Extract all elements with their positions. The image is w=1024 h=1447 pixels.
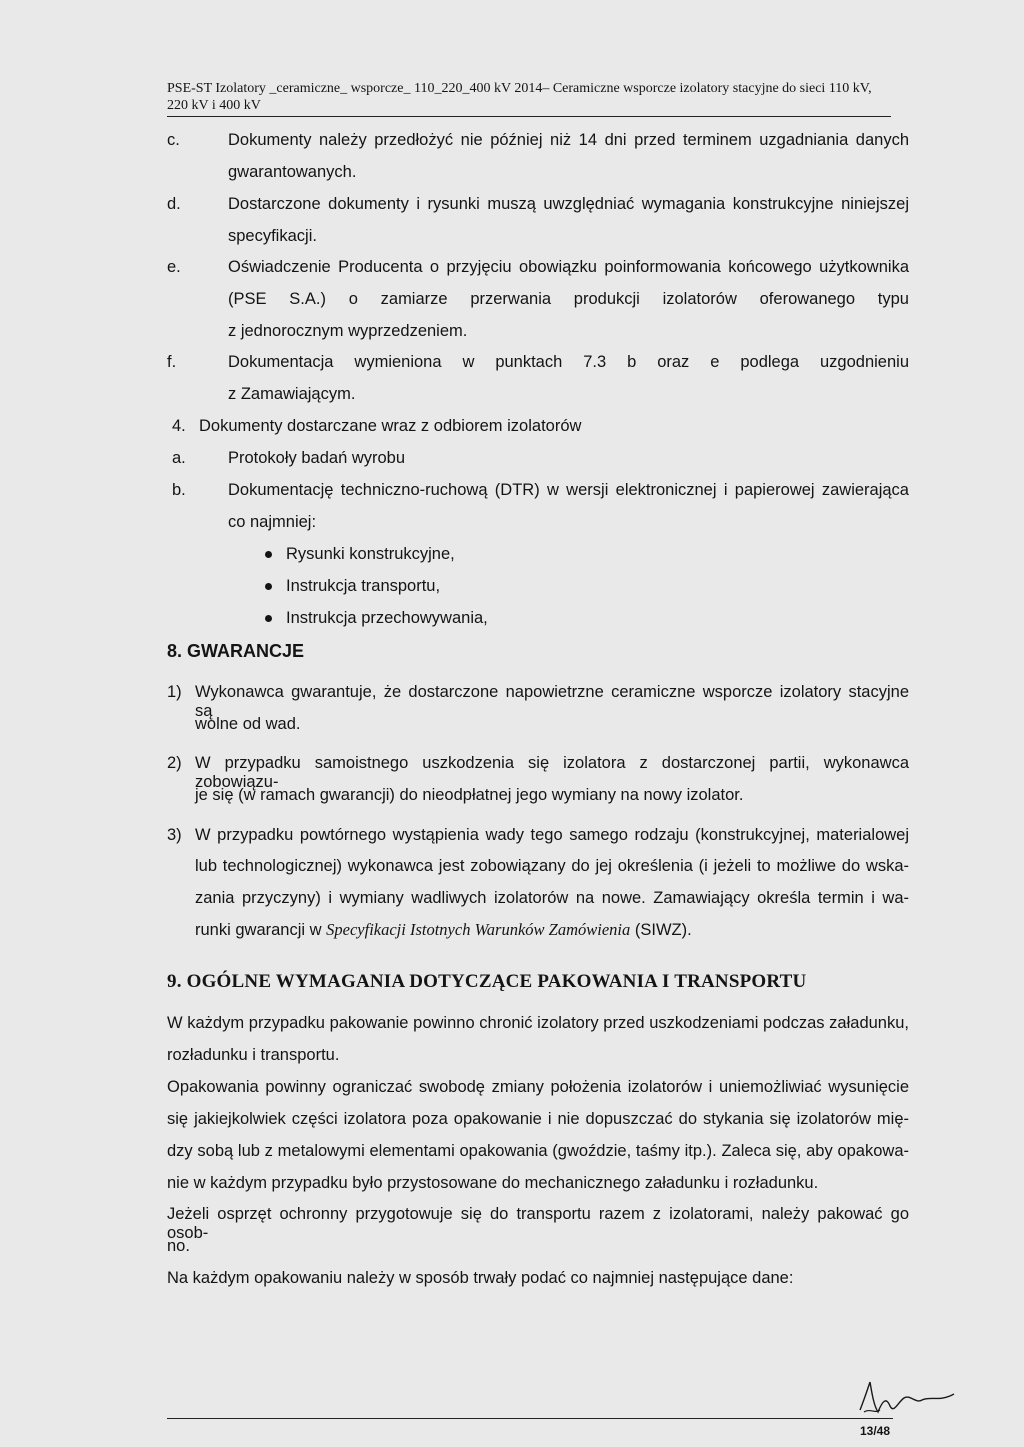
item-4b-line-2: co najmniej:: [228, 513, 317, 531]
para-8-2-label: 2): [167, 754, 182, 772]
item-d-label: d.: [167, 195, 181, 213]
para-8-1-label: 1): [167, 683, 182, 701]
item-d-line-1: Dostarczone dokumenty i rysunki muszą uwzględniać wymagania konstrukcyjne niniejszej: [228, 195, 909, 213]
bullet-item-1: Rysunki konstrukcyjne,: [286, 545, 455, 563]
section-9-heading: 9. OGÓLNE WYMAGANIA DOTYCZĄCE PAKOWANIA I TRANSPORTU: [167, 971, 807, 992]
para-8-3-line-2: lub technologicznej) wykonawca jest zobowiązany do jej określenia (i jeżeli to możliwe do wska-: [195, 857, 909, 875]
running-header: PSE-ST Izolatory _ceramiczne_ wsporcze_ 110_220_400 kV 2014– Ceramiczne wsporcze izolatory stacyjne do sieci 110 kV, 220 kV i 400 kV: [167, 81, 872, 113]
page-number: 13/48: [860, 1424, 891, 1438]
bullet-dot: [265, 615, 272, 622]
section-9-line-4: się jakiejkolwiek części izolatora poza opakowanie i nie dopuszczać do stykania się izolatorów mię-: [167, 1110, 909, 1128]
item-4a-label: a.: [172, 449, 186, 467]
item-e-line-1: Oświadczenie Producenta o przyjęciu obowiązku poinformowania końcowego użytkownika: [228, 258, 909, 276]
para-8-3-line-4: [195, 920, 692, 940]
item-4a-text: Protokoły badań wyrobu: [228, 449, 406, 467]
item-c-line-2: gwarantowanych.: [228, 163, 357, 181]
section-9-line-7: Jeżeli osprzęt ochronny przygotowuje się do transportu razem z izolatorami, należy pakować go osob-: [167, 1205, 909, 1242]
item-e-label: e.: [167, 258, 181, 276]
para-8-1-line-2: wolne od wad.: [195, 715, 301, 733]
section-8-heading: 8. GWARANCJE: [167, 641, 305, 661]
section-9-line-3: Opakowania powinny ograniczać swobodę zmiany położenia izolatorów i uniemożliwiać wysunięcie: [167, 1078, 909, 1096]
bullet-item-3: Instrukcja przechowywania,: [286, 609, 488, 627]
item-e-line-3: z jednorocznym wyprzedzeniem.: [228, 322, 468, 340]
para-8-3-line-1: W przypadku powtórnego wystąpienia wady tego samego rodzaju (konstrukcyjnej, materialowej: [195, 826, 909, 844]
item-e-line-2: (PSE S.A.) o zamiarze przerwania produkcji izolatorów oferowanego typu: [228, 290, 909, 308]
item-4b-label: b.: [172, 481, 186, 499]
item-f-label: f.: [167, 353, 177, 371]
section-4-title: Dokumenty dostarczane wraz z odbiorem izolatorów: [199, 417, 582, 435]
para-8-3-text-pre: runki gwarancji w: [195, 921, 327, 939]
footer-rule: [167, 1418, 893, 1419]
para-8-3-line-3: zania przyczyny) i wymiany wadliwych izolatorów na nowe. Zamawiający określa termin i wa-: [195, 889, 909, 907]
para-8-2-line-2: je się (w ramach gwarancji) do nieodpłatnej jego wymiany na nowy izolator.: [195, 786, 744, 804]
bullet-dot: [265, 583, 272, 590]
para-8-1-line-1: Wykonawca gwarantuje, że dostarczone napowietrzne ceramiczne wsporcze izolatory stacyjne są: [195, 683, 909, 720]
item-f-line-2: z Zamawiającym.: [228, 385, 356, 403]
handwritten-signature-icon: [850, 1380, 960, 1420]
section-9-line-6: nie w każdym przypadku było przystosowane do mechanicznego załadunku i rozładunku.: [167, 1174, 819, 1192]
para-8-3-text-post: (SIWZ).: [630, 921, 692, 939]
bullet-dot: [265, 551, 272, 558]
item-f-line-1: Dokumentacja wymieniona w punktach 7.3 b oraz e podlega uzgodnieniu: [228, 353, 909, 371]
section-9-line-1: W każdym przypadku pakowanie powinno chronić izolatory przed uszkodzeniami podczas załadunku,: [167, 1014, 909, 1032]
section-9-line-9: Na każdym opakowaniu należy w sposób trwały podać co najmniej następujące dane:: [167, 1269, 794, 1287]
section-9-line-2: rozładunku i transportu.: [167, 1046, 340, 1064]
section-9-line-5: dzy sobą lub z metalowymi elementami opakowania (gwoździe, taśmy itp.). Zaleca się, aby opakowa-: [167, 1142, 909, 1160]
siwz-italic-title: Specyfikacji Istotnych Warunków Zamówienia: [326, 920, 631, 939]
para-8-3-label: 3): [167, 826, 182, 844]
item-4b-line-1: Dokumentację techniczno-ruchową (DTR) w wersji elektronicznej i papierowej zawierająca: [228, 481, 909, 499]
bullet-item-2: Instrukcja transportu,: [286, 577, 441, 595]
header-rule: [167, 116, 891, 117]
item-c-label: c.: [167, 131, 180, 149]
section-9-line-8: no.: [167, 1237, 190, 1255]
item-d-line-2: specyfikacji.: [228, 227, 317, 245]
section-4-number: 4.: [172, 417, 186, 435]
item-c-line-1: Dokumenty należy przedłożyć nie później niż 14 dni przed terminem uzgadniania danych: [228, 131, 909, 149]
para-8-2-line-1: W przypadku samoistnego uszkodzenia się izolatora z dostarczonej partii, wykonawca zobowiązu-: [195, 754, 909, 791]
